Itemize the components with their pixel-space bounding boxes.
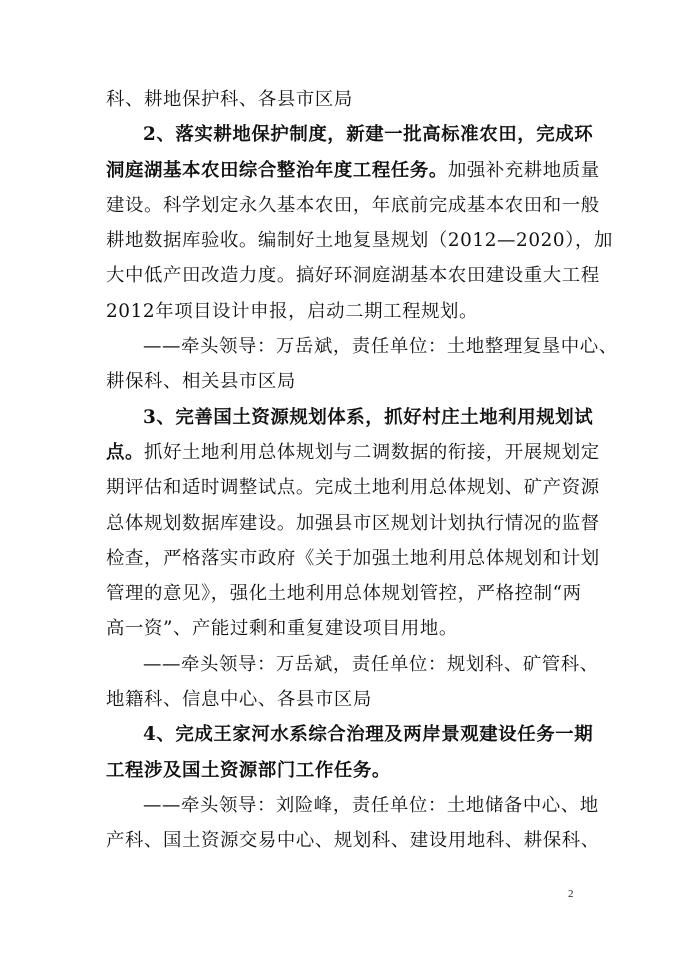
text-line-4: 建设。科学划定永久基本农田，年底前完成基本农田和一般 (106, 194, 600, 216)
lead-line-item-3: ——牵头领导：万岳斌，责任单位：规划科、矿管科、 (143, 653, 599, 675)
text-line-6: 大中低产田改造力度。搞好环洞庭湖基本农田建设重大工程 (106, 265, 600, 287)
item-2-heading-line-2: 洞庭湖基本农田综合整治年度工程任务。加强补充耕地质量 (106, 159, 600, 181)
item-2-heading-line-1: 2、落实耕地保护制度，新建一批高标准农田，完成环 (143, 124, 594, 146)
responsible-units-item-3: 地籍科、信息中心、各县市区局 (106, 689, 372, 711)
text-line-14: 检查，严格落实市政府《关于加强土地利用总体规划和计划 (106, 547, 600, 569)
item-3-heading-line-1: 3、完善国土资源规划体系，抓好村庄土地利用规划试 (143, 406, 594, 428)
text-line-16: 高一资”、产能过剩和重复建设项目用地。 (106, 618, 458, 640)
lead-line-item-4: ——牵头领导：刘险峰，责任单位：土地储备中心、地 (143, 794, 599, 816)
document-body (106, 82, 618, 859)
text-line-13: 总体规划数据库建设。加强县市区规划计划执行情况的监督 (106, 512, 600, 534)
text-line-12: 期评估和适时调整试点。完成土地利用总体规划、矿产资源 (106, 477, 600, 499)
text-line-15: 管理的意见》，强化土地利用总体规划管控，严格控制“两 (106, 583, 582, 605)
text-line-5: 耕地数据库验收。编制好土地复垦规划（2012—2020），加 (106, 230, 613, 252)
page-number: 2 (568, 888, 574, 900)
responsible-units-item-4: 产科、国土资源交易中心、规划科、建设用地科、耕保科、 (106, 830, 600, 852)
item-3-heading-line-2: 点。抓好土地利用总体规划与二调数据的衔接，开展规划定 (106, 441, 600, 463)
responsible-units-item-2: 耕保科、相关县市区局 (106, 371, 296, 393)
item-4-heading-line-2: 工程涉及国土资源部门工作任务。 (106, 759, 391, 781)
item-4-heading-line-1: 4、完成王家河水系综合治理及两岸景观建设任务一期 (143, 724, 594, 746)
text-line-1: 科、耕地保护科、各县市区局 (106, 89, 353, 110)
lead-line-item-2: ——牵头领导：万岳斌，责任单位：土地整理复垦中心、 (143, 336, 618, 358)
text-line-7: 2012年项目设计申报，启动二期工程规划。 (106, 300, 479, 322)
